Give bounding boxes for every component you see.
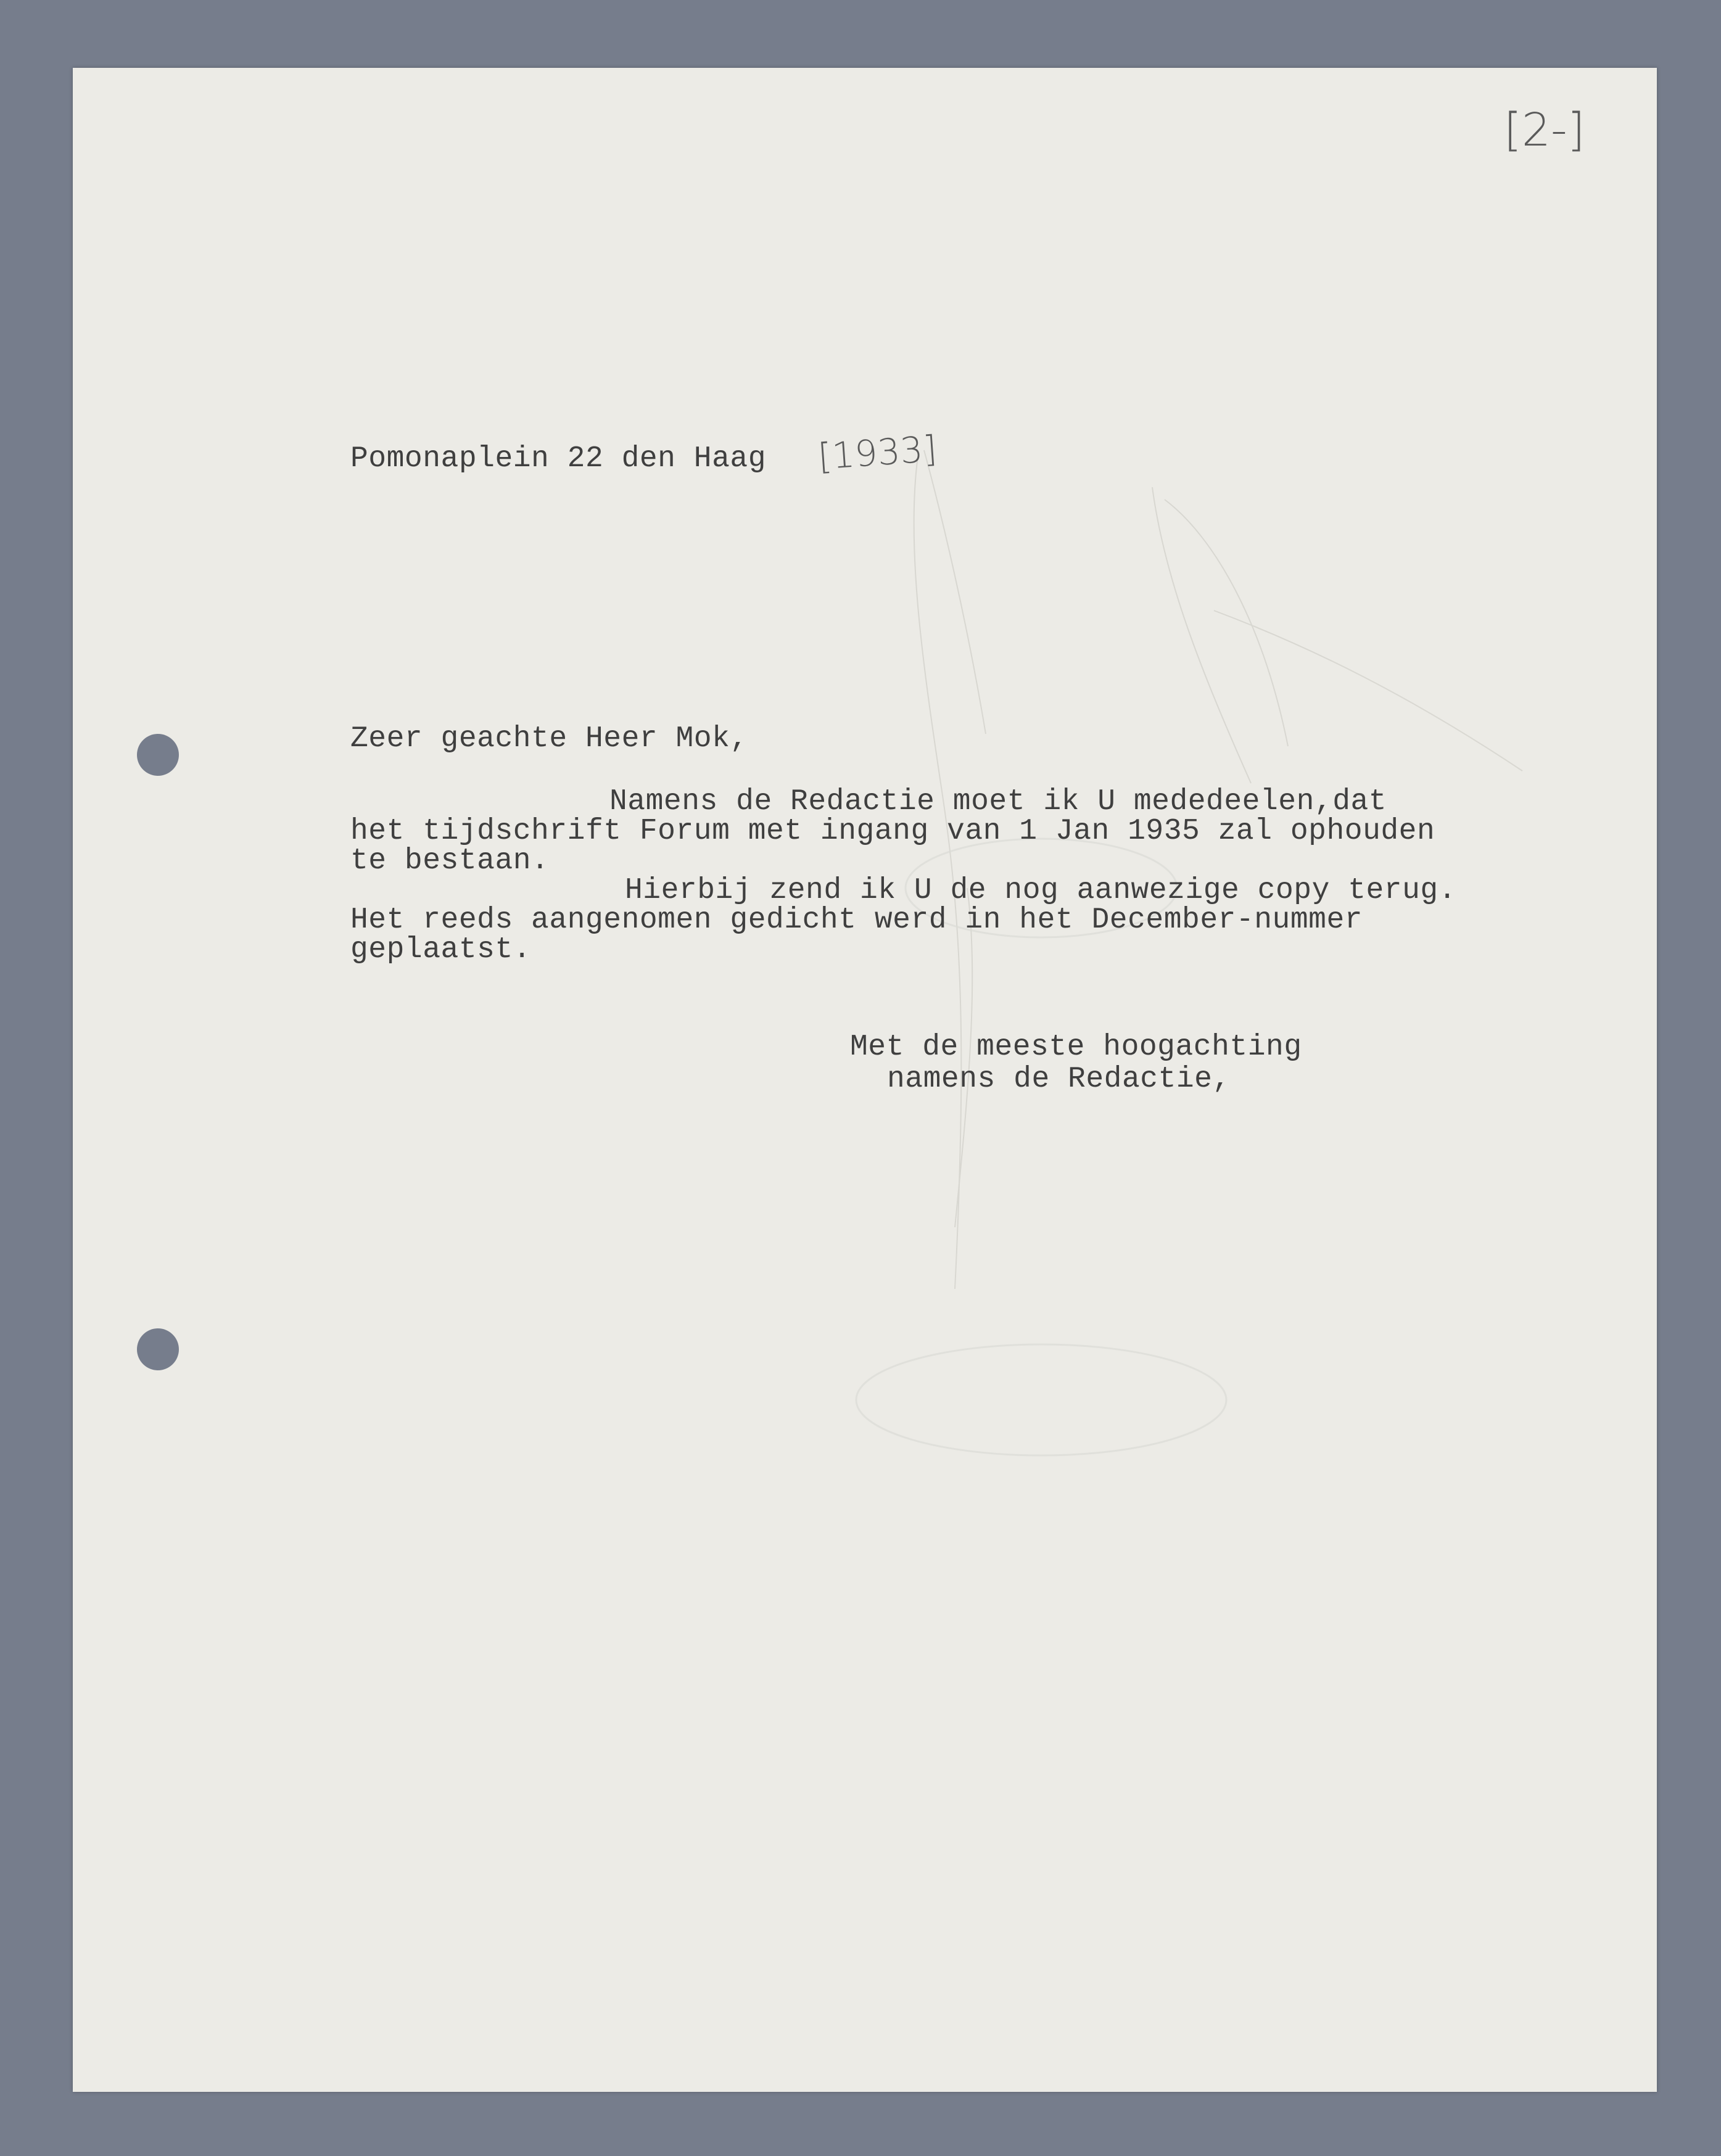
page-number-annotation: [2-]: [1504, 104, 1585, 157]
closing-line-1: Met de meeste hoogachting: [850, 1031, 1302, 1064]
sender-address: Pomonaplein 22 den Haag: [350, 442, 767, 475]
punch-hole-bottom: [137, 1328, 179, 1370]
body-line-3: te bestaan.: [350, 844, 550, 878]
body-line-6: geplaatst.: [350, 933, 532, 966]
body-line-4: Hierbij zend ik U de nog aanwezige copy terug.: [625, 874, 1457, 907]
body-line-1: Namens de Redactie moet ik U mededeelen,dat: [609, 785, 1387, 818]
body-line-2: het tijdschrift Forum met ingang van 1 Jan 1935 zal ophouden: [350, 815, 1435, 848]
body-line-5: Het reeds aangenomen gedicht werd in het December-nummer: [350, 903, 1363, 937]
letter-sheet: [73, 68, 1657, 2092]
watermark-decoration: [782, 302, 1707, 1721]
punch-hole-top: [137, 734, 179, 776]
closing-line-2: namens de Redactie,: [887, 1063, 1231, 1096]
salutation: Zeer geachte Heer Mok,: [350, 722, 748, 755]
date-annotation: [1933]: [816, 427, 939, 478]
